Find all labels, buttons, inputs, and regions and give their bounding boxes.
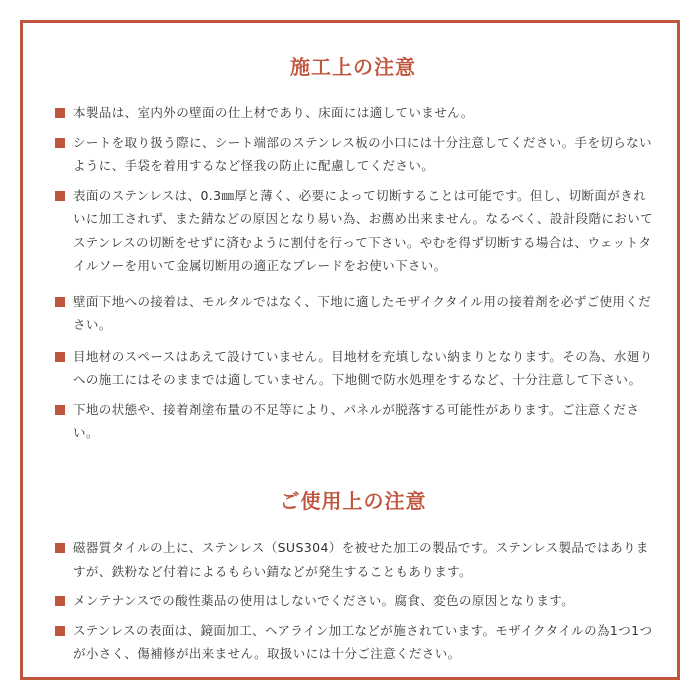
list-item: [55, 345, 655, 392]
list-item-text: メンテナンスでの酸性薬品の使用はしないでください。腐食、変色の原因となります。: [73, 593, 575, 608]
square-bullet-icon: [55, 191, 65, 201]
square-bullet-icon: [55, 543, 65, 553]
list-item-text: 壁面下地への接着は、モルタルではなく、下地に適したモザイクタイル用の接着剤を必ずご使用ください。: [73, 293, 652, 332]
list-item: [55, 398, 655, 445]
square-bullet-icon: [55, 596, 65, 606]
list-item-text: 磁器質タイルの上に、ステンレス（SUS304）を被せた加工の製品です。ステンレス製品ではありますが、鉄粉など付着によるもらい錆などが発生することもあります。: [73, 540, 649, 579]
list-item: [55, 101, 655, 125]
square-bullet-icon: [55, 352, 65, 362]
square-bullet-icon: [55, 108, 65, 118]
list-item: [55, 184, 655, 278]
list-item: [55, 589, 655, 613]
usage-notes-list: [55, 536, 655, 672]
usage-notes-title: ご使用上の注意: [279, 489, 427, 513]
list-item-text: 下地の状態や、接着剤塗布量の不足等により、パネルが脱落する可能性があります。ご注意ください。: [73, 401, 640, 440]
list-item-text: 目地材のスペースはあえて設けていません。目地材を充填しない納まりとなります。その為、水廻りへの施工にはそのままでは適していません。下地側で防水処理をするなど、十分注意して下さい。: [73, 348, 653, 387]
construction-notes-list: [55, 101, 655, 445]
notice-frame: [20, 20, 680, 680]
square-bullet-icon: [55, 138, 65, 148]
list-item: [55, 619, 655, 666]
list-item-text: 本製品は、室内外の壁面の仕上材であり、床面には適していません。: [73, 105, 474, 120]
square-bullet-icon: [55, 626, 65, 636]
list-item: [55, 290, 655, 337]
construction-notes-title: 施工上の注意: [290, 55, 416, 79]
list-item-text: ステンレスの表面は、鏡面加工、ヘアライン加工などが施されています。モザイクタイルの為1つ1つが小さく、傷補修が出来ません。取扱いには十分ご注意ください。: [73, 622, 653, 661]
list-item-text: シートを取り扱う際に、シート端部のステンレス板の小口には十分注意してください。手を切らないように、手袋を着用するなど怪我の防止に配慮してください。: [73, 134, 652, 173]
list-item: [55, 131, 655, 178]
list-item: [55, 536, 655, 583]
square-bullet-icon: [55, 297, 65, 307]
list-item-text: 表面のステンレスは、0.3㎜厚と薄く、必要によって切断することは可能です。但し、切断面がきれいに加工されず、また錆などの原因となり易い為、お薦め出来ません。なるべく、設計段階においてステンレスの切断をせずに済むように割付を行って下さい。やむを得ず切断する場合は、ウェットタイルソーを用いて金属切断用の適正なブレードをお使い下さい。: [73, 187, 654, 273]
square-bullet-icon: [55, 405, 65, 415]
